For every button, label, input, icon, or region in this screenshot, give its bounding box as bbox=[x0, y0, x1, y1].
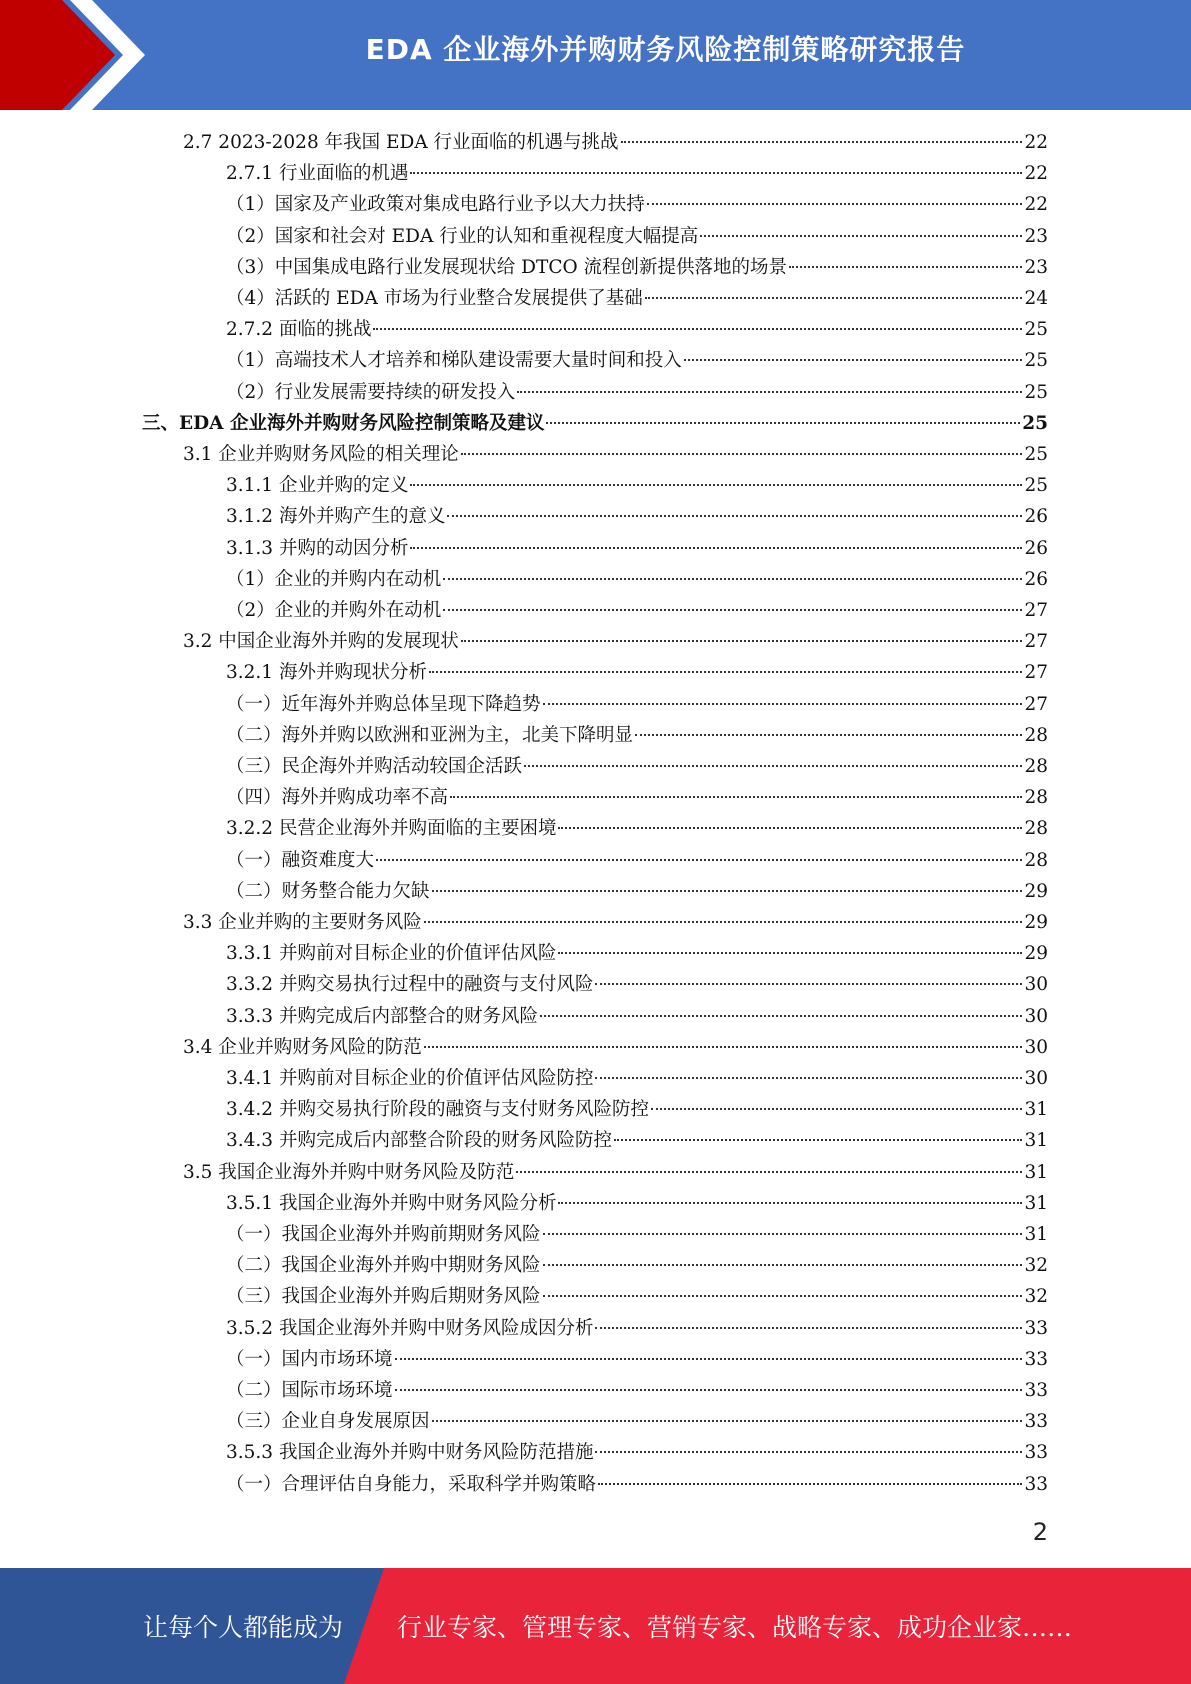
toc-entry-title: 3.2.2 民营企业海外并购面临的主要困境 bbox=[226, 818, 557, 840]
dot-leader bbox=[558, 952, 1022, 954]
toc-entry[interactable] bbox=[226, 1375, 1048, 1406]
toc-entry-page: 28 bbox=[1024, 787, 1048, 809]
dot-leader bbox=[647, 203, 1023, 205]
toc-entry[interactable] bbox=[226, 1469, 1048, 1500]
toc-entry-title: （三）企业自身发展原因 bbox=[226, 1411, 430, 1433]
toc-entry[interactable] bbox=[226, 533, 1048, 564]
dot-leader bbox=[450, 796, 1022, 798]
toc-entry[interactable] bbox=[226, 252, 1048, 283]
toc-entry-page: 33 bbox=[1024, 1473, 1048, 1495]
toc-entry-title: 3.4.3 并购完成后内部整合阶段的财务风险防控 bbox=[226, 1130, 612, 1152]
toc-entry-title: 2.7 2023-2028 年我国 EDA 行业面临的机遇与挑战 bbox=[183, 132, 619, 153]
toc-entry-page: 31 bbox=[1024, 1130, 1048, 1152]
toc-entry-page: 33 bbox=[1024, 1317, 1048, 1339]
toc-entry[interactable] bbox=[226, 751, 1048, 782]
toc-entry-title: （一）近年海外并购总体呈现下降趋势 bbox=[226, 693, 541, 715]
toc-entry[interactable] bbox=[226, 938, 1048, 969]
toc-entry[interactable] bbox=[226, 377, 1048, 408]
toc-entry-title: （一）融资难度大 bbox=[226, 849, 375, 871]
toc-entry[interactable] bbox=[226, 876, 1048, 907]
toc-entry[interactable] bbox=[183, 1157, 1048, 1188]
toc-entry-page: 25 bbox=[1022, 412, 1048, 434]
toc-entry[interactable] bbox=[226, 345, 1048, 376]
toc-entry[interactable] bbox=[226, 1001, 1048, 1032]
toc-entry-title: （2）企业的并购外在动机 bbox=[226, 600, 442, 621]
toc-entry-title: 3.5.2 我国企业海外并购中财务风险成因分析 bbox=[226, 1317, 594, 1339]
footer-slogan-right: 行业专家、管理专家、营销专家、战略专家、成功企业家…… bbox=[397, 1613, 1073, 1642]
dot-leader bbox=[789, 266, 1022, 268]
toc-entry[interactable] bbox=[226, 1250, 1048, 1281]
toc-entry-title: （一）国内市场环境 bbox=[226, 1348, 393, 1370]
toc-entry-page: 29 bbox=[1024, 912, 1048, 933]
toc-entry-title: （一）合理评估自身能力，采取科学并购策略 bbox=[226, 1473, 597, 1495]
toc-entry-title: 三、EDA 企业海外并购财务风险控制策略及建议 bbox=[142, 412, 545, 434]
dot-leader bbox=[429, 671, 1022, 673]
toc-entry-page: 22 bbox=[1024, 132, 1048, 153]
toc-entry[interactable] bbox=[226, 314, 1048, 345]
toc-entry-title: 3.4 企业并购财务风险的防范 bbox=[183, 1036, 422, 1058]
dot-leader bbox=[700, 235, 1022, 237]
toc-entry[interactable] bbox=[183, 626, 1048, 657]
toc-entry-page: 30 bbox=[1024, 1068, 1048, 1089]
toc-entry[interactable] bbox=[226, 1313, 1048, 1344]
toc-entry-title: 2.7.1 行业面临的机遇 bbox=[226, 163, 409, 185]
dot-leader bbox=[546, 422, 1020, 424]
page-header bbox=[0, 0, 1191, 110]
toc-entry-title: （二）财务整合能力欠缺 bbox=[226, 880, 430, 902]
footer-slogan-left: 让每个人都能成为 bbox=[143, 1613, 344, 1642]
toc-entry-page: 33 bbox=[1024, 1442, 1048, 1464]
toc-entry-page: 25 bbox=[1024, 319, 1048, 341]
toc-entry-page: 22 bbox=[1024, 194, 1048, 216]
toc-entry[interactable] bbox=[183, 1032, 1048, 1063]
toc-entry-title: （3）中国集成电路行业发展现状给 DTCO 流程创新提供落地的场景 bbox=[226, 256, 788, 278]
dot-leader bbox=[424, 1046, 1023, 1048]
toc-entry-title: （三）民企海外并购活动较国企活跃 bbox=[226, 756, 523, 777]
toc-entry-page: 23 bbox=[1024, 256, 1048, 278]
dot-leader bbox=[543, 1233, 1023, 1235]
toc-entry-page: 31 bbox=[1024, 1099, 1048, 1121]
toc-entry-page: 29 bbox=[1024, 943, 1048, 965]
toc-entry[interactable] bbox=[226, 1406, 1048, 1437]
dot-leader bbox=[543, 1264, 1023, 1266]
report-title: EDA 企业海外并购财务风险控制策略研究报告 bbox=[365, 33, 966, 66]
toc-entry-title: 3.1.2 海外并购产生的意义 bbox=[226, 506, 446, 528]
toc-entry-page: 25 bbox=[1024, 475, 1048, 497]
toc-entry-page: 27 bbox=[1024, 600, 1048, 621]
toc-entry[interactable] bbox=[226, 564, 1048, 595]
toc-entry-title: 3.2 中国企业海外并购的发展现状 bbox=[183, 631, 459, 653]
dot-leader bbox=[517, 391, 1022, 393]
dot-leader bbox=[424, 921, 1023, 923]
dot-leader bbox=[461, 640, 1023, 642]
toc-entry-title: 3.3 企业并购的主要财务风险 bbox=[183, 912, 422, 933]
toc-entry[interactable] bbox=[226, 283, 1048, 314]
page-number: 2 bbox=[1032, 1518, 1048, 1546]
toc-entry[interactable] bbox=[183, 907, 1048, 938]
toc-entry[interactable] bbox=[226, 1125, 1048, 1156]
toc-entry-title: 3.3.1 并购前对目标企业的价值评估风险 bbox=[226, 943, 557, 965]
toc-entry[interactable] bbox=[226, 221, 1048, 252]
toc-entry-page: 26 bbox=[1024, 568, 1048, 590]
toc-entry-title: （二）我国企业海外并购中期财务风险 bbox=[226, 1255, 541, 1277]
dot-leader bbox=[635, 734, 1022, 736]
toc-entry-page: 28 bbox=[1024, 849, 1048, 871]
dot-leader bbox=[621, 141, 1023, 143]
toc-entry-title: （4）活跃的 EDA 市场为行业整合发展提供了基础 bbox=[226, 288, 643, 309]
toc-entry-page: 33 bbox=[1024, 1348, 1048, 1370]
toc-entry-page: 27 bbox=[1024, 693, 1048, 715]
toc-entry-title: 3.5.3 我国企业海外并购中财务风险防范措施 bbox=[226, 1442, 594, 1464]
toc-entry[interactable] bbox=[226, 470, 1048, 501]
toc-entry-title: 3.5.1 我国企业海外并购中财务风险分析 bbox=[226, 1192, 557, 1214]
toc-entry[interactable] bbox=[226, 782, 1048, 813]
toc-entry-page: 26 bbox=[1024, 506, 1048, 528]
toc-entry-title: （二）海外并购以欧洲和亚洲为主，北美下降明显 bbox=[226, 724, 634, 746]
toc-entry-page: 29 bbox=[1024, 880, 1048, 902]
toc-entry-title: （2）行业发展需要持续的研发投入 bbox=[226, 381, 516, 403]
toc-entry-page: 24 bbox=[1024, 288, 1048, 309]
toc-entry-title: （1）高端技术人才培养和梯队建设需要大量时间和投入 bbox=[226, 350, 682, 372]
toc-entry-page: 31 bbox=[1024, 1224, 1048, 1245]
toc-entry-title: （二）国际市场环境 bbox=[226, 1380, 393, 1401]
toc-entry[interactable] bbox=[226, 189, 1048, 220]
toc-entry[interactable] bbox=[226, 657, 1048, 688]
dot-leader bbox=[516, 1171, 1022, 1173]
toc-entry-title: （四）海外并购成功率不高 bbox=[226, 787, 449, 809]
dot-leader bbox=[598, 1483, 1022, 1485]
toc-entry-page: 28 bbox=[1024, 756, 1048, 777]
dot-leader bbox=[432, 1420, 1023, 1422]
toc-entry[interactable] bbox=[226, 1094, 1048, 1125]
dot-leader bbox=[461, 453, 1023, 455]
toc-entry-page: 32 bbox=[1024, 1286, 1048, 1308]
toc-entry-title: （2）国家和社会对 EDA 行业的认知和重视程度大幅提高 bbox=[226, 225, 699, 247]
toc-entry-page: 33 bbox=[1024, 1411, 1048, 1433]
toc-entry-title: 3.5 我国企业海外并购中财务风险及防范 bbox=[183, 1161, 515, 1183]
toc-entry-page: 27 bbox=[1024, 631, 1048, 653]
toc-entry[interactable] bbox=[226, 969, 1048, 1000]
toc-entry[interactable] bbox=[183, 439, 1048, 470]
toc-entry-title: 3.3.3 并购完成后内部整合的财务风险 bbox=[226, 1005, 538, 1027]
dot-leader bbox=[651, 1108, 1022, 1110]
toc-entry-page: 25 bbox=[1024, 381, 1048, 403]
toc-entry-page: 28 bbox=[1024, 724, 1048, 746]
toc-entry-title: （1）国家及产业政策对集成电路行业予以大力扶持 bbox=[226, 194, 645, 216]
toc-entry-page: 26 bbox=[1024, 537, 1048, 559]
toc-entry-title: 3.1.1 企业并购的定义 bbox=[226, 475, 409, 497]
toc-entry[interactable] bbox=[226, 1437, 1048, 1468]
dot-leader bbox=[376, 859, 1022, 861]
toc-entry[interactable] bbox=[226, 1063, 1048, 1094]
toc-entry-title: （三）我国企业海外并购后期财务风险 bbox=[226, 1286, 541, 1308]
dot-leader bbox=[443, 609, 1022, 611]
toc-entry-page: 22 bbox=[1024, 163, 1048, 185]
dot-leader bbox=[595, 983, 1022, 985]
dot-leader bbox=[614, 1139, 1022, 1141]
toc-entry-page: 25 bbox=[1024, 444, 1048, 465]
toc-entry[interactable] bbox=[226, 813, 1048, 844]
toc-entry[interactable] bbox=[226, 1219, 1048, 1250]
toc-entry-page: 30 bbox=[1024, 1036, 1048, 1058]
toc-entry-page: 31 bbox=[1024, 1192, 1048, 1214]
toc-entry-page: 27 bbox=[1024, 662, 1048, 684]
toc-entry-page: 28 bbox=[1024, 818, 1048, 840]
dot-leader bbox=[395, 1358, 1023, 1360]
toc-entry-title: 3.3.2 并购交易执行过程中的融资与支付风险 bbox=[226, 974, 594, 996]
toc-entry-page: 30 bbox=[1024, 974, 1048, 996]
dot-leader bbox=[645, 297, 1023, 299]
dot-leader bbox=[684, 359, 1023, 361]
toc-entry[interactable] bbox=[226, 1344, 1048, 1375]
dot-leader bbox=[410, 547, 1022, 549]
dot-leader bbox=[432, 890, 1023, 892]
toc-entry-title: 3.4.1 并购前对目标企业的价值评估风险防控 bbox=[226, 1068, 594, 1089]
dot-leader bbox=[524, 765, 1022, 767]
toc-entry-title: 2.7.2 面临的挑战 bbox=[226, 319, 372, 341]
toc-entry[interactable] bbox=[142, 408, 1048, 439]
toc-entry[interactable] bbox=[226, 1281, 1048, 1312]
toc-entry-title: （1）企业的并购内在动机 bbox=[226, 568, 442, 590]
toc-entry[interactable] bbox=[226, 501, 1048, 532]
dot-leader bbox=[595, 1077, 1022, 1079]
chevron-arrow-icon bbox=[0, 0, 160, 110]
toc-entry-page: 30 bbox=[1024, 1005, 1048, 1027]
toc-entry-title: 3.4.2 并购交易执行阶段的融资与支付财务风险防控 bbox=[226, 1099, 649, 1121]
dot-leader bbox=[543, 1295, 1023, 1297]
toc-entry-page: 32 bbox=[1024, 1255, 1048, 1277]
toc-entry-title: 3.2.1 海外并购现状分析 bbox=[226, 662, 427, 684]
dot-leader bbox=[558, 827, 1022, 829]
toc-entry[interactable] bbox=[183, 127, 1048, 158]
toc-entry[interactable] bbox=[226, 595, 1048, 626]
dot-leader bbox=[410, 484, 1022, 486]
dot-leader bbox=[540, 1015, 1022, 1017]
dot-leader bbox=[543, 703, 1023, 705]
dot-leader bbox=[395, 1389, 1023, 1391]
toc-entry-title: 3.1 企业并购财务风险的相关理论 bbox=[183, 444, 459, 465]
toc-entry[interactable] bbox=[226, 689, 1048, 720]
toc-entry[interactable] bbox=[226, 1188, 1048, 1219]
toc-entry[interactable] bbox=[226, 845, 1048, 876]
dot-leader bbox=[595, 1451, 1022, 1453]
dot-leader bbox=[443, 578, 1022, 580]
dot-leader bbox=[595, 1327, 1022, 1329]
toc-entry-page: 25 bbox=[1024, 350, 1048, 372]
toc-entry-page: 23 bbox=[1024, 225, 1048, 247]
toc-entry[interactable] bbox=[226, 158, 1048, 189]
dot-leader bbox=[558, 1202, 1022, 1204]
toc-entry-page: 31 bbox=[1024, 1161, 1048, 1183]
dot-leader bbox=[447, 515, 1022, 517]
toc-entry-title: 3.1.3 并购的动因分析 bbox=[226, 537, 409, 559]
toc-entry-page: 33 bbox=[1024, 1380, 1048, 1401]
dot-leader bbox=[410, 172, 1022, 174]
toc-entry-title: （一）我国企业海外并购前期财务风险 bbox=[226, 1224, 541, 1245]
page-footer bbox=[0, 1568, 1191, 1684]
dot-leader bbox=[373, 328, 1022, 330]
toc-entry[interactable] bbox=[226, 720, 1048, 751]
